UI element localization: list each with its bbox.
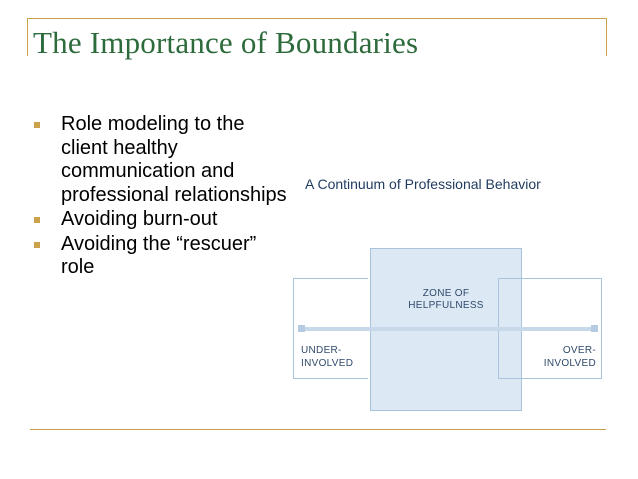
figure-title: A Continuum of Professional Behavior: [305, 176, 541, 192]
under-label-line-1: UNDER-: [301, 345, 342, 356]
bullet-item: [33, 113, 291, 207]
bullet-text: Avoiding burn-out: [61, 208, 218, 230]
top-rule-left-edge: [27, 18, 28, 56]
continuum-figure: [290, 172, 608, 418]
square-bullet-icon: [34, 217, 40, 223]
over-involved-label: [544, 344, 596, 370]
bullet-item: [33, 233, 291, 280]
bullet-text: Role modeling to the client healthy communication and professional relationships: [61, 113, 287, 206]
over-label-line-1: OVER-: [562, 345, 596, 356]
top-rule: [27, 18, 607, 19]
top-rule-right-edge: [606, 18, 607, 56]
continuum-right-end-cap: [591, 325, 598, 332]
over-label-line-2: INVOLVED: [543, 358, 596, 369]
continuum-line: [302, 327, 594, 331]
bottom-rule: [30, 429, 606, 430]
zone-label-line-2: HELPFULNESS: [408, 300, 484, 311]
continuum-left-end-cap: [298, 325, 305, 332]
under-involved-label: [301, 344, 353, 370]
square-bullet-icon: [34, 242, 40, 248]
bullet-item: [33, 208, 291, 232]
zone-label-line-1: ZONE OF: [422, 288, 470, 299]
bullet-text: Avoiding the “rescuer” role: [61, 232, 257, 278]
zone-of-helpfulness-label: [370, 288, 522, 312]
under-label-line-2: INVOLVED: [301, 358, 354, 369]
square-bullet-icon: [34, 122, 40, 128]
slide-title: The Importance of Boundaries: [33, 25, 419, 60]
bullet-list: [33, 113, 291, 281]
